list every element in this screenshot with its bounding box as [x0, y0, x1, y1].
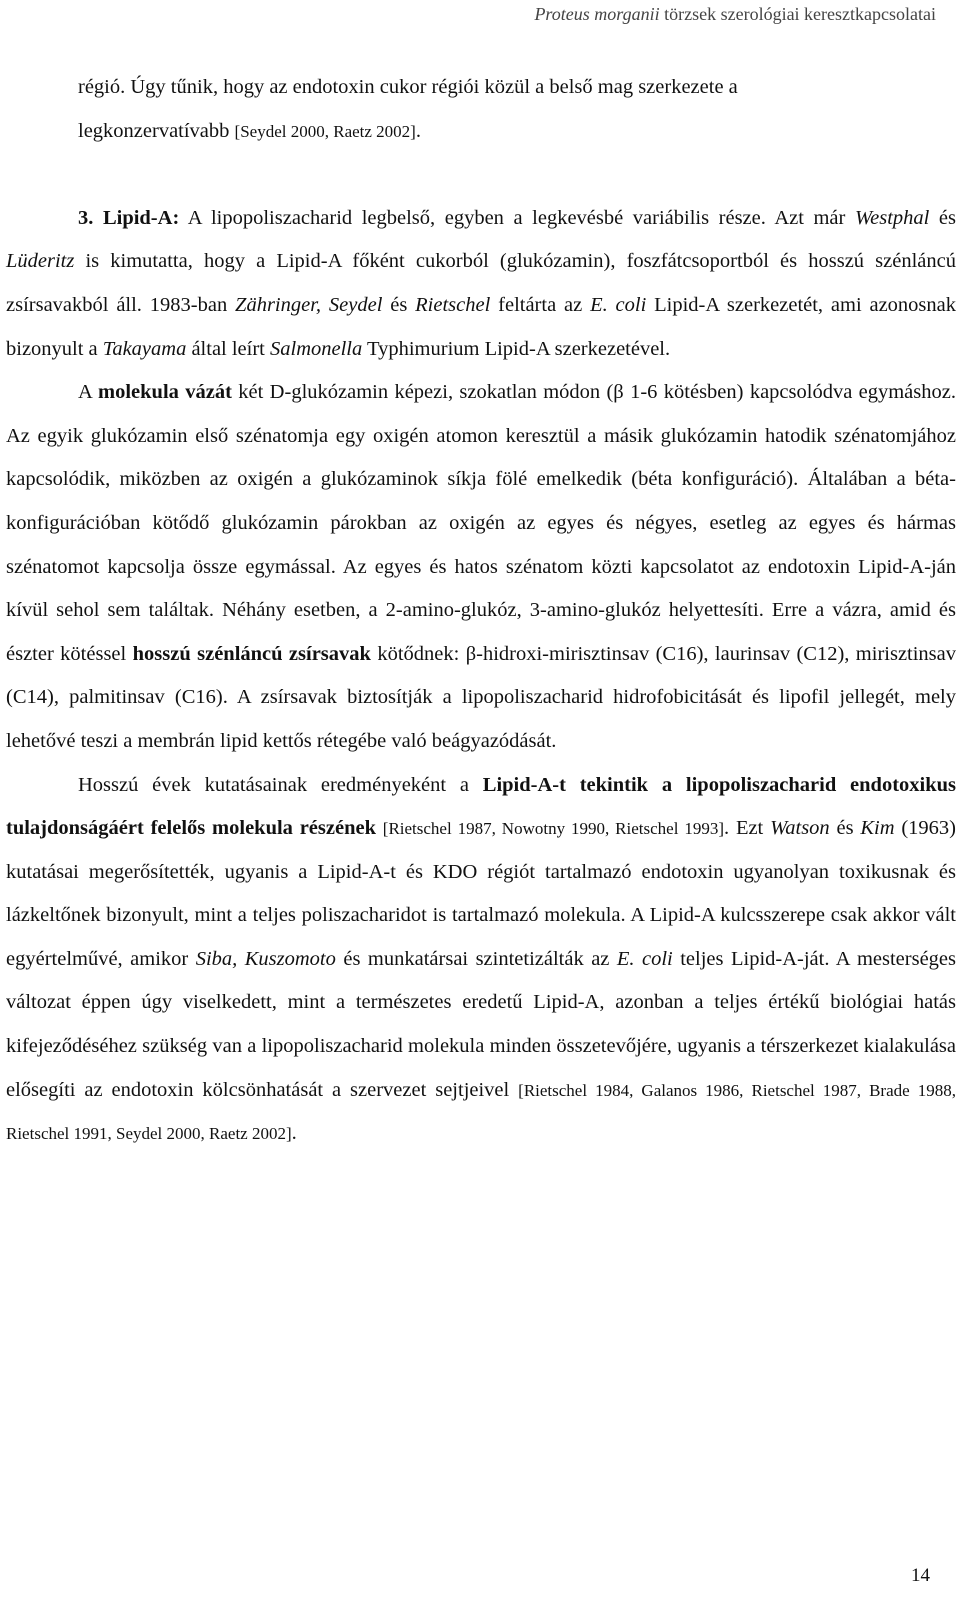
author-name: Zähringer, Seydel: [235, 293, 383, 316]
text: (1963) kutatásai megerősítették, ugyanis a Lipid-A-t és KDO régiót tartalmazó endotoxin ugyanolyan toxikusnak és lázkeltőnek bizonyult, mint a teljes poliszacharidot is tartalmazó molekula. A Lipid-A kulcsszerepe csak akkor vált egyértelművé, amikor: [6, 817, 956, 970]
species-name: E. coli: [616, 947, 673, 970]
text: Lipid-A szerkezetét, ami azonosnak bizonyult a: [6, 293, 957, 360]
emphasis: molekula vázát: [98, 381, 232, 404]
paragraph-lipid-a: [6, 197, 956, 371]
text: teljes Lipid-A-ját. A mesterséges változat éppen úgy viselkedett, mint a természetes eredetű Lipid-A, azonban a teljes értékű biológiai hatás kifejeződéséhez szükség van a lipopoliszacharid molekula minden összetevőjére, ugyanis a térszerkezet kialakulása elősegíti az endotoxin kölcsönhatását a szervezet sejtjeivel: [6, 947, 957, 1101]
text: A: [78, 381, 99, 404]
text: és munkatársai szintetizálták az: [335, 947, 617, 970]
author-name: Kim: [860, 817, 895, 840]
citation: [Rietschel 1987, Nowotny 1990, Rietschel 1993]: [382, 819, 725, 839]
running-header-text: törzsek szerológiai keresztkapcsolatai: [659, 4, 936, 24]
paragraph-continuation: [6, 66, 956, 153]
text: Hosszú évek kutatásainak eredményeként a: [78, 773, 483, 796]
text: . Ezt: [724, 817, 771, 840]
author-name: Takayama: [102, 337, 187, 360]
text: A lipopoliszacharid legbelső, egyben a legkevésbé variábilis része. Azt már: [179, 206, 855, 229]
text: és: [929, 206, 957, 229]
text: feltárta az: [490, 293, 591, 316]
paragraph-1-line-1: régió. Úgy tűnik, hogy az endotoxin cukor régiói közül a belső mag szerkezete a: [78, 76, 738, 98]
author-name: Lüderitz: [6, 250, 75, 273]
author-name: Westphal: [854, 206, 930, 229]
page-number: 14: [911, 1565, 930, 1586]
body-text: [6, 66, 956, 1156]
punctuation: .: [291, 1122, 297, 1145]
author-name: Watson: [770, 817, 830, 840]
species-name: Salmonella: [270, 337, 363, 360]
running-header: [534, 4, 936, 25]
species-name: E. coli: [590, 293, 647, 316]
citation: [Rietschel 1984, Galanos 1986, Rietschel 1987, Brade 1988, Rietschel 1991, Seydel 2000, Raetz 2002]: [6, 1080, 956, 1144]
punctuation: .: [415, 119, 421, 142]
paragraph-1-line-2: legkonzervatívabb: [78, 119, 235, 142]
text: Typhimurium Lipid-A szerkezetével.: [362, 337, 671, 360]
text: és: [829, 817, 861, 840]
text: és: [382, 293, 416, 316]
emphasis: Lipid-A-t tekintik a lipopoliszacharid endotoxikus tulajdonságáért felelős molekula részének: [6, 773, 956, 840]
citation: [Seydel 2000, Raetz 2002]: [234, 121, 416, 141]
running-header-species: Proteus morganii: [534, 4, 660, 24]
paragraph-endotoxic-property: [6, 764, 956, 1156]
text: is kimutatta, hogy a Lipid-A főként cukorból (glukózamin), foszfátcsoportból és hosszú szénláncú zsírsavakból áll. 1983-ban: [6, 250, 956, 316]
author-name: Rietschel: [415, 293, 491, 316]
text: két D-glukózamin képezi, szokatlan módon (β 1-6 kötésben) kapcsolódva egymáshoz. Az egyik glukózamin első szénatomja egy oxigén atomon keresztül a másik glukózamin hatodik szénatomjához kapcsolódik, miközben az oxigén a glukózaminok síkja fölé emelkedik (béta konfiguráció). Általában a béta-konfigurációban kötődő glukózamin párokban az oxigén az egyes és négyes, esetleg az egyes és hármas szénatomot kapcsolja össze egymással. Az egyes és hatos szénatom közti kapcsolatot az endotoxin Lipid-A-ján kívül sehol sem találtak. Néhány esetben, a 2-amino-glukóz, 3-amino-glukóz helyettesíti. Erre a vázra, amid és észter kötéssel: [6, 381, 956, 665]
text: [376, 817, 383, 839]
text: kötődnek: β-hidroxi-mirisztinsav (C16), laurinsav (C12), mirisztinsav (C14), palmitinsav (C16). A zsírsavak biztosítják a lipopoliszacharid hidrofobicitását és lipofil jellegét, mely lehetővé teszi a membrán lipid kettős rétegébe való beágyazódását.: [6, 642, 957, 752]
text: által leírt: [186, 337, 270, 360]
paragraph-molecule-structure: [6, 371, 956, 763]
emphasis: hosszú szénláncú zsírsavak: [132, 642, 371, 665]
section-heading: 3. Lipid-A:: [78, 206, 180, 229]
author-name: Siba, Kuszomoto: [195, 947, 336, 970]
